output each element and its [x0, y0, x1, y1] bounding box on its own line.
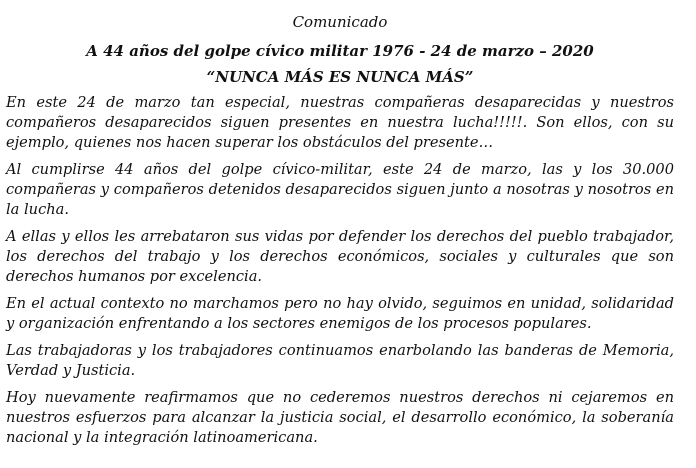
paragraph-4: En el actual contexto no marchamos pero no hay olvido, seguimos en unidad, solidaridad y organización enfrentando a los sectores enemigos de los procesos populares.: [6, 295, 674, 332]
paragraph-2: Al cumplirse 44 años del golpe cívico-militar, este 24 de marzo, las y los 30.000 compañeras y compañeros detenidos desaparecidos siguen junto a nosotras y nosotros en la lucha.: [6, 161, 674, 218]
paragraph-5: Las trabajadoras y los trabajadores continuamos enarbolando las banderas de Memoria, Verdad y Justicia.: [6, 342, 674, 379]
paragraph-3: A ellas y ellos les arrebataron sus vidas por defender los derechos del pueblo trabajador, los derechos del trabajo y los derechos económicos, sociales y culturales que son derechos humanos por excelencia.: [6, 228, 674, 285]
document-title: A 44 años del golpe cívico militar 1976 - 24 de marzo – 2020: [86, 42, 594, 60]
document-subtitle: “NUNCA MÁS ES NUNCA MÁS”: [206, 68, 474, 86]
paragraph-1: En este 24 de marzo tan especial, nuestras compañeras desaparecidas y nuestros compañeros desaparecidos siguen presentes en nuestra lucha!!!!!. Son ellos, con su ejemplo, quienes nos hacen superar los obstáculos del presente…: [6, 94, 674, 151]
document-heading: Comunicado: [292, 13, 388, 31]
paragraph-6: Hoy nuevamente reafirmamos que no cederemos nuestros derechos ni cejaremos en nuestros esfuerzos para alcanzar la justicia social, el desarrollo económico, la soberanía nacional y la integración latinoamericana.: [6, 389, 674, 446]
